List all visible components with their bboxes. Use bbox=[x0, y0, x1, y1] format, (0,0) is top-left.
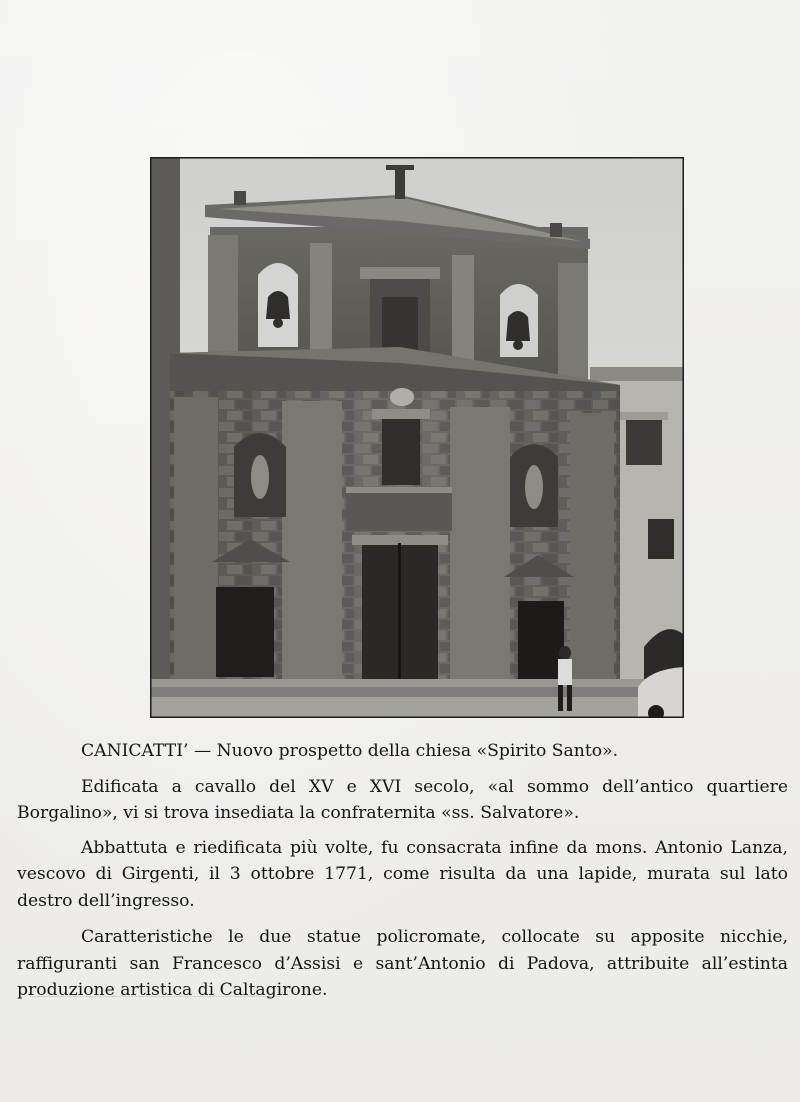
paragraph-history: Edificata a cavallo del XV e XVI secolo, «al sommo dell’antico quartiere Borgalino», vi si trova insediata la confraternita «ss. Salvatore». bbox=[17, 776, 788, 823]
church-facade-photo bbox=[150, 157, 684, 718]
paragraph-consecration: Abbattuta e riedificata più volte, fu consacrata infine da mons. Antonio Lanza, vescovo di Girgenti, il 3 ottobre 1771, come risulta da una lapide, murata sul lato destro dell’ingresso. bbox=[17, 837, 788, 911]
text-block bbox=[17, 738, 788, 1014]
photo-caption: CANICATTI’ — Nuovo prospetto della chiesa «Spirito Santo». bbox=[81, 741, 619, 761]
paragraph-statues: Caratteristiche le due statue policromate, collocate su apposite nicchie, raffiguranti san Francesco d’Assisi e sant’Antonio di Padova, attribuite all’estinta produzione artistica di Caltagirone. bbox=[17, 927, 788, 1000]
